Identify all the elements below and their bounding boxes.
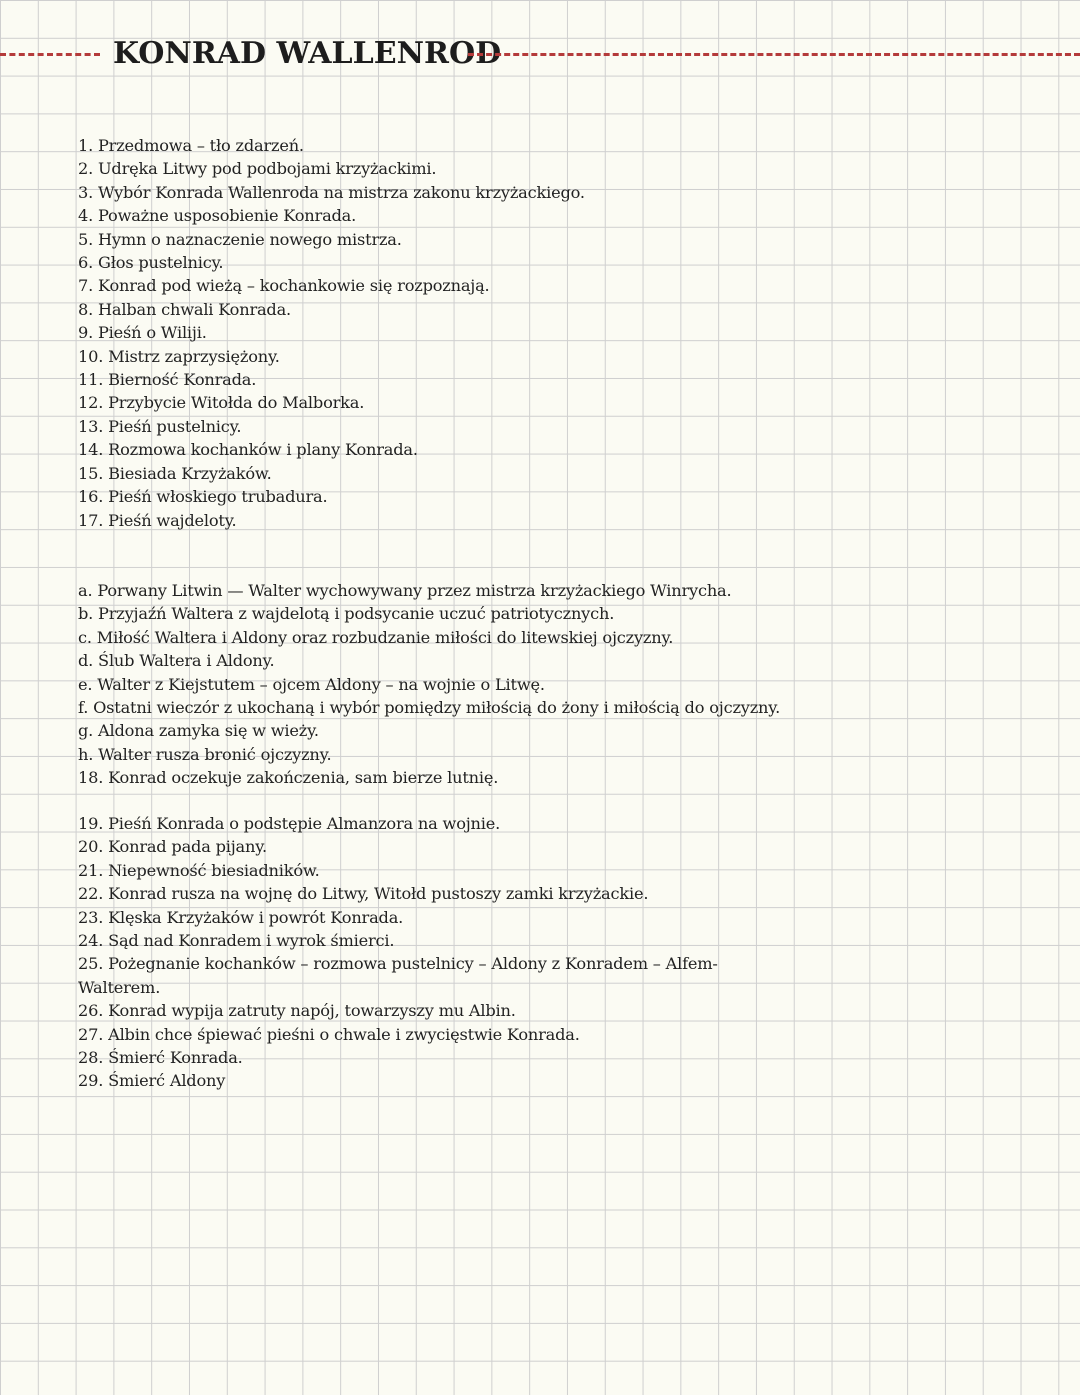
title-row: [0, 30, 1080, 78]
plan-list-item: 18. Konrad oczekuje zakończenia, sam bierze lutnię.: [78, 768, 499, 788]
plan-list-item: h. Walter rusza bronić ojczyzny.: [78, 744, 332, 764]
plan-list-item: 1. Przedmowa – tło zdarzeń.: [78, 136, 304, 155]
plan-list-item: 10. Mistrz zaprzysiężony.: [78, 346, 280, 366]
plan-list-item: 7. Konrad pod wieżą – kochankowie się rozpoznają.: [78, 276, 490, 296]
plan-list-item: 17. Pieśń wajdeloty.: [78, 510, 237, 530]
plan-list-item: 4. Poważne usposobienie Konrada.: [78, 206, 357, 226]
plan-list-item: 3. Wybór Konrada Wallenroda na mistrza zakonu krzyżackiego.: [78, 182, 585, 202]
plan-list-item: 21. Niepewność biesiadników.: [78, 860, 320, 880]
plan-list-item: e. Walter z Kiejstutem – ojcem Aldony – na wojnie o Litwę.: [78, 674, 545, 694]
plan-list-item: g. Aldona zamyka się w wieży.: [78, 721, 319, 741]
plan-list-item: 25. Pożegnanie kochanków – rozmowa pustelnicy – Aldony z Konradem – Alfem-Walterem.: [78, 954, 718, 997]
plan-list-item: 24. Sąd nad Konradem i wyrok śmierci.: [78, 931, 395, 951]
plan-list-part-3: [78, 812, 738, 1093]
plan-list-item: 19. Pieśń Konrada o podstępie Almanzora na wojnie.: [78, 814, 501, 833]
plan-list-part-1: [78, 134, 585, 532]
plan-list-item: 27. Albin chce śpiewać pieśni o chwale i zwycięstwie Konrada.: [78, 1024, 580, 1044]
plan-list-item: a. Porwany Litwin — Walter wychowywany przez mistrza krzyżackiego Winrycha.: [78, 581, 732, 600]
plan-list-item: 8. Halban chwali Konrada.: [78, 299, 291, 319]
plan-list-item: d. Ślub Waltera i Aldony.: [78, 651, 275, 671]
plan-list-item: 2. Udręka Litwy pod podbojami krzyżackimi.: [78, 159, 437, 179]
plan-list-item: 26. Konrad wypija zatruty napój, towarzyszy mu Albin.: [78, 1001, 516, 1021]
plan-list-item: 12. Przybycie Witołda do Malborka.: [78, 393, 365, 413]
plan-list-item: 15. Biesiada Krzyżaków.: [78, 463, 272, 483]
plan-list-item: b. Przyjaźń Waltera z wajdelotą i podsycanie uczuć patriotycznych.: [78, 604, 615, 624]
plan-list-item: 29. Śmierć Aldony: [78, 1071, 226, 1091]
plan-list-item: 9. Pieśń o Wiliji.: [78, 323, 207, 343]
plan-list-item: 6. Głos pustelnicy.: [78, 253, 224, 273]
plan-list-item: c. Miłość Waltera i Aldony oraz rozbudzanie miłości do litewskiej ojczyzny.: [78, 627, 674, 647]
plan-list-item: 28. Śmierć Konrada.: [78, 1048, 243, 1068]
plan-list-item: 16. Pieśń włoskiego trubadura.: [78, 487, 328, 507]
title-dashed-line-left: [0, 53, 100, 56]
plan-list-item: 14. Rozmowa kochanków i plany Konrada.: [78, 440, 418, 460]
page-title: KONRAD WALLENROD: [113, 36, 502, 71]
plan-list-item: 13. Pieśń pustelnicy.: [78, 416, 242, 436]
plan-list-item: 22. Konrad rusza na wojnę do Litwy, Witołd pustoszy zamki krzyżackie.: [78, 884, 649, 904]
plan-list-item: f. Ostatni wieczór z ukochaną i wybór pomiędzy miłością do żony i miłością do ojczyzny.: [78, 698, 781, 718]
plan-list-item: 11. Bierność Konrada.: [78, 370, 257, 390]
plan-list-part-2: [78, 579, 780, 790]
title-dashed-line-right: [468, 53, 1080, 56]
plan-list-item: 5. Hymn o naznaczenie nowego mistrza.: [78, 229, 402, 249]
plan-list-item: 20. Konrad pada pijany.: [78, 837, 267, 857]
plan-list-item: 23. Klęska Krzyżaków i powrót Konrada.: [78, 907, 404, 927]
